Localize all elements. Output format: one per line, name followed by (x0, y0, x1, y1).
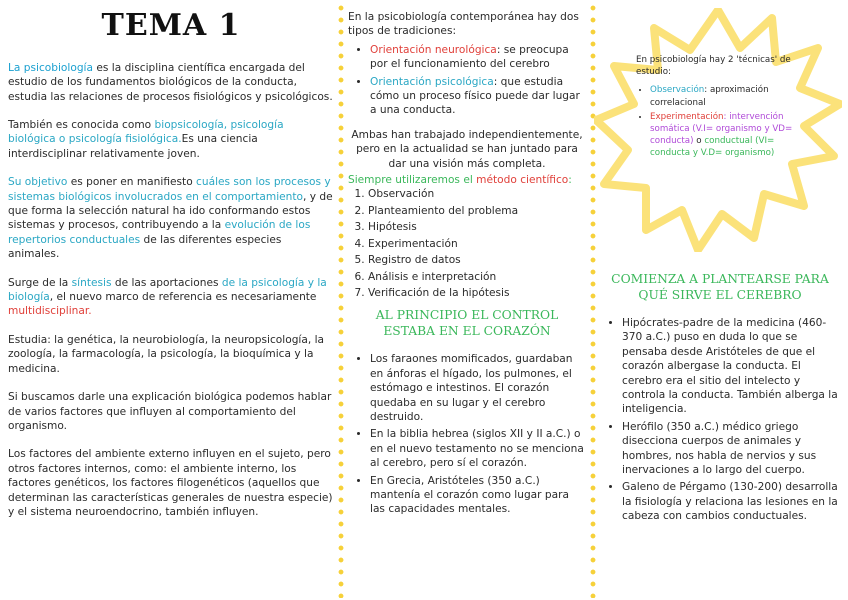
list-item: • En Grecia, Aristóteles (350 a.C.) mantenía el corazón como lugar para las capacidades mentales. (370, 474, 586, 517)
list-item: • Experimentación: intervención somática (V.I= organismo y VD= conducta) o conductual (VI= conducta y V.D= organismo) (650, 111, 806, 160)
paragraph-definition: La psicobiología es la disciplina científica encargada del estudio de los fundamentos biológicos de la conducta, estudia las relaciones de procesos fisiológicos y psicológicos. (8, 61, 333, 103)
list-item: 3. Hipótesis (368, 220, 586, 234)
list-item: 2. Planteamiento del problema (368, 204, 586, 218)
techniques-list (636, 84, 806, 159)
method-steps (348, 187, 586, 300)
list-item: 7. Verificación de la hipótesis (368, 286, 586, 300)
list-item: • Galeno de Pérgamo (130-200) desarrolla la fisiología y relaciona las lesiones en la cabeza con cambios conductuales. (622, 480, 840, 523)
traditions-intro: En la psicobiología contemporánea hay dos tipos de tradiciones: (348, 11, 579, 38)
list-item: 4. Experimentación (368, 237, 586, 251)
list-item: • Hipócrates-padre de la medicina (460-370 a.C.) puso en duda lo que se pensaba desde Aristóteles de que el corazón albergase la conducta. El cerebro era el sitio del intelecto y controla la conducta. También alberga la inteligencia. (622, 316, 840, 417)
list-item: 5. Registro de datos (368, 253, 586, 267)
paragraph-objective: Su objetivo es poner en manifiesto cuáles son los procesos y sistemas biológicos involucrados en el comportamiento, y de que forma la selección natural ha ido conformando estos sistemas y procesos, contribuyendo a la evolución de los repertorios conductuales de las diferentes especies animales. (8, 176, 333, 261)
list-item: • Orientación neurológica: se preocupa por el funcionamiento del cerebro (370, 43, 586, 72)
joint-text: Ambas han trabajado independientemente, pero en la actualidad se han juntado para dar una visión más completa. (351, 128, 583, 170)
paragraph-explanation: Si buscamos darle una explicación biológica podemos hablar de varios factores que influyen al comportamiento del organismo. (8, 391, 332, 432)
paragraph-studies: Estudia: la genética, la neurobiología, la neuropsicología, la zoología, la farmacología, la psicología, la bioquímica y la medicina. (8, 333, 325, 375)
list-item: • Orientación psicológica: que estudia cómo un proceso físico puede dar lugar a una conducta. (370, 75, 586, 118)
list-item: • Herófilo (350 a.C.) médico griego disecciona cuerpos de animales y hombres, nos habla de nervios y sus inervaciones a lo largo del cuerpo. (622, 420, 840, 478)
techniques-intro: En psicobiología hay 2 'técnicas' de estudio: (636, 55, 791, 78)
list-item: • Observación: aproximación correlacional (650, 84, 806, 108)
techniques-box (636, 54, 806, 167)
column-left (8, 0, 334, 533)
heart-list (348, 352, 586, 516)
list-item: 6. Análisis e interpretación (368, 270, 586, 284)
list-item: • Los faraones momificados, guardaban en ánforas el hígado, los pulmones, el estómago e intestinos. El corazón quedaba en su lugar y el cerebro destruido. (370, 352, 586, 424)
list-item: • En la biblia hebrea (siglos XII y II a.C.) o en el nuevo testamento no se menciona al cerebro, pero sí el corazón. (370, 427, 586, 470)
column-right (600, 272, 840, 532)
page-title: TEMA 1 (101, 8, 241, 43)
paragraph-factors: Los factores del ambiente externo influyen en el sujeto, pero otros factores internos, como: el ambiente interno, los factores genéticos, los factores filogenéticos (aquellos que determinan las características generales de nuestra especie) y el sistema neuroendocrino, también influyen. (8, 448, 333, 518)
list-item: 1. Observación (368, 187, 586, 201)
method-title: Siempre utilizaremos el método científico: (348, 174, 572, 187)
paragraph-also-known: También es conocida como biopsicología, psicología biológica o psicología fisiológica.Es una ciencia interdisciplinar relativamente joven. (8, 119, 284, 160)
brain-heading: COMIENZA A PLANTEARSE PARA QUÉ SIRVE EL CEREBRO (611, 272, 829, 302)
heart-heading: AL PRINCIPIO EL CONTROL ESTABA EN EL CORAZÓN (375, 308, 559, 339)
paragraph-synthesis: Surge de la síntesis de las aportaciones de la psicología y la biología, el nuevo marco de referencia es necesariamente multidisciplinar. (8, 276, 327, 318)
brain-list (600, 316, 840, 524)
dotted-divider-left (338, 2, 344, 598)
column-middle (348, 10, 586, 525)
traditions-list (348, 43, 586, 118)
